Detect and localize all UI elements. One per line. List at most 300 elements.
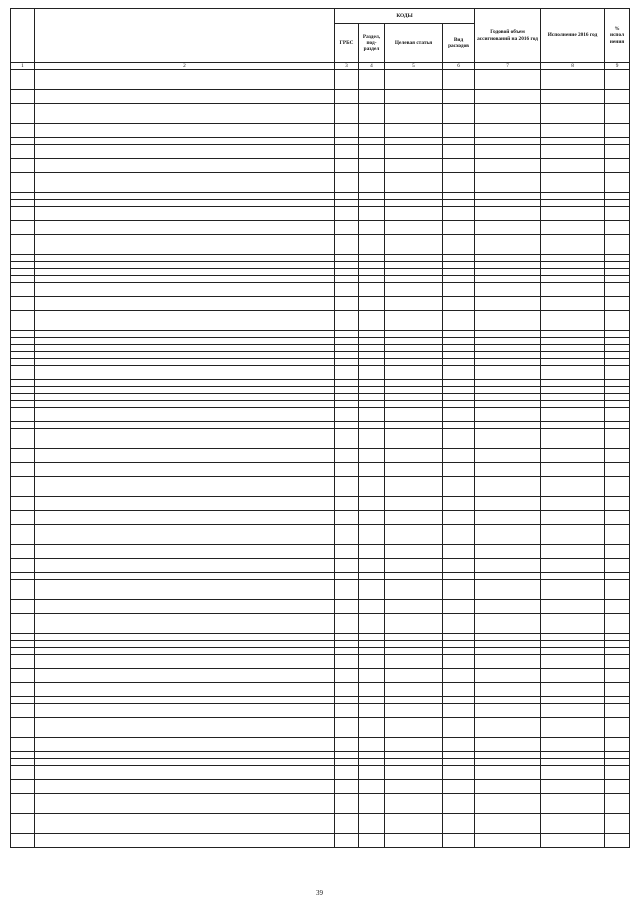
table-cell <box>605 173 630 193</box>
table-cell <box>359 614 385 634</box>
table-cell <box>443 408 475 422</box>
table-cell <box>443 159 475 173</box>
table-cell <box>385 173 443 193</box>
table-cell <box>385 766 443 780</box>
table-cell <box>541 545 605 559</box>
table-row <box>11 573 630 580</box>
table-cell <box>605 297 630 311</box>
table-cell <box>35 331 335 338</box>
table-cell <box>605 408 630 422</box>
table-cell <box>541 449 605 463</box>
table-cell <box>385 634 443 641</box>
table-cell <box>475 311 541 331</box>
table-cell <box>605 262 630 269</box>
table-row <box>11 794 630 814</box>
table-cell <box>605 331 630 338</box>
table-cell <box>541 463 605 477</box>
table-cell <box>335 511 359 525</box>
table-row <box>11 207 630 221</box>
table-cell <box>335 124 359 138</box>
table-cell <box>385 262 443 269</box>
table-cell <box>335 648 359 655</box>
table-cell <box>335 387 359 394</box>
table-row <box>11 297 630 311</box>
table-cell <box>541 511 605 525</box>
table-cell <box>385 235 443 255</box>
table-cell <box>605 255 630 262</box>
table-cell <box>541 718 605 738</box>
table-cell <box>359 145 385 159</box>
table-cell <box>541 600 605 614</box>
table-cell <box>541 311 605 331</box>
table-cell <box>11 559 35 573</box>
table-cell <box>11 262 35 269</box>
table-cell <box>443 759 475 766</box>
table-cell <box>359 545 385 559</box>
table-cell <box>385 648 443 655</box>
table-cell <box>605 497 630 511</box>
table-cell <box>359 655 385 669</box>
table-cell <box>359 338 385 345</box>
table-cell <box>11 759 35 766</box>
table-cell <box>385 559 443 573</box>
table-row <box>11 422 630 429</box>
table-cell <box>359 463 385 477</box>
table-cell <box>443 255 475 262</box>
table-cell <box>35 283 335 297</box>
table-cell <box>35 401 335 408</box>
table-cell <box>35 704 335 718</box>
table-cell <box>605 193 630 200</box>
table-cell <box>335 352 359 359</box>
table-cell <box>359 359 385 366</box>
table-cell <box>11 704 35 718</box>
table-cell <box>11 235 35 255</box>
table-cell <box>541 90 605 104</box>
table-cell <box>475 394 541 401</box>
table-cell <box>35 380 335 387</box>
table-cell <box>605 766 630 780</box>
table-cell <box>605 580 630 600</box>
table-cell <box>605 104 630 124</box>
table-cell <box>35 525 335 545</box>
table-cell <box>359 394 385 401</box>
table-cell <box>385 580 443 600</box>
table-cell <box>35 477 335 497</box>
table-cell <box>11 394 35 401</box>
table-cell <box>359 200 385 207</box>
table-cell <box>335 159 359 173</box>
table-cell <box>385 352 443 359</box>
table-cell <box>605 641 630 648</box>
table-cell <box>475 580 541 600</box>
table-cell <box>443 262 475 269</box>
table-cell <box>11 794 35 814</box>
table-cell <box>475 648 541 655</box>
table-cell <box>443 359 475 366</box>
table-cell <box>443 559 475 573</box>
table-cell <box>35 759 335 766</box>
table-cell <box>359 429 385 449</box>
colnum-3: 3 <box>335 63 359 70</box>
table-cell <box>11 408 35 422</box>
table-cell <box>605 511 630 525</box>
table-row <box>11 545 630 559</box>
table-cell <box>35 766 335 780</box>
table-cell <box>541 366 605 380</box>
table-cell <box>359 834 385 848</box>
table-cell <box>541 193 605 200</box>
table-cell <box>443 648 475 655</box>
table-row <box>11 366 630 380</box>
table-cell <box>443 352 475 359</box>
table-cell <box>475 193 541 200</box>
table-cell <box>359 573 385 580</box>
table-cell <box>385 124 443 138</box>
table-cell <box>359 752 385 759</box>
table-cell <box>475 422 541 429</box>
table-cell <box>11 648 35 655</box>
table-cell <box>11 422 35 429</box>
table-cell <box>11 173 35 193</box>
table-cell <box>359 104 385 124</box>
table-row <box>11 269 630 276</box>
table-row <box>11 766 630 780</box>
table-cell <box>541 387 605 394</box>
table-cell <box>541 173 605 193</box>
table-cell <box>335 297 359 311</box>
table-cell <box>359 704 385 718</box>
table-cell <box>359 269 385 276</box>
table-row <box>11 525 630 545</box>
table-cell <box>541 738 605 752</box>
table-cell <box>541 283 605 297</box>
table-cell <box>35 545 335 559</box>
table-cell <box>35 104 335 124</box>
table-cell <box>605 600 630 614</box>
table-cell <box>443 683 475 697</box>
table-row <box>11 276 630 283</box>
table-cell <box>541 138 605 145</box>
table-cell <box>605 683 630 697</box>
table-cell <box>359 422 385 429</box>
table-row <box>11 359 630 366</box>
table-cell <box>541 401 605 408</box>
table-cell <box>35 262 335 269</box>
table-cell <box>35 345 335 352</box>
table-cell <box>475 345 541 352</box>
table-cell <box>11 138 35 145</box>
table-cell <box>605 359 630 366</box>
table-cell <box>35 497 335 511</box>
table-cell <box>605 394 630 401</box>
table-cell <box>475 235 541 255</box>
table-cell <box>11 511 35 525</box>
table-cell <box>385 477 443 497</box>
table-cell <box>605 738 630 752</box>
table-cell <box>335 641 359 648</box>
table-cell <box>443 511 475 525</box>
table-cell <box>475 359 541 366</box>
table-row <box>11 124 630 138</box>
table-cell <box>11 297 35 311</box>
table-cell <box>605 794 630 814</box>
table-row <box>11 655 630 669</box>
table-cell <box>443 90 475 104</box>
table-cell <box>475 173 541 193</box>
table-cell <box>443 449 475 463</box>
table-cell <box>359 70 385 90</box>
table-cell <box>541 780 605 794</box>
table-cell <box>359 193 385 200</box>
table-row <box>11 235 630 255</box>
table-cell <box>385 338 443 345</box>
table-cell <box>605 422 630 429</box>
table-cell <box>385 641 443 648</box>
table-cell <box>11 669 35 683</box>
table-cell <box>359 221 385 235</box>
table-cell <box>605 90 630 104</box>
table-cell <box>385 752 443 759</box>
table-cell <box>541 200 605 207</box>
table-cell <box>475 449 541 463</box>
table-cell <box>443 200 475 207</box>
table-cell <box>11 159 35 173</box>
table-cell <box>359 331 385 338</box>
table-cell <box>335 359 359 366</box>
table-cell <box>541 766 605 780</box>
table-cell <box>475 641 541 648</box>
table-cell <box>475 276 541 283</box>
table-cell <box>335 580 359 600</box>
table-cell <box>443 193 475 200</box>
table-cell <box>359 235 385 255</box>
table-cell <box>475 477 541 497</box>
table-cell <box>541 559 605 573</box>
table-cell <box>541 276 605 283</box>
table-cell <box>443 276 475 283</box>
table-row <box>11 401 630 408</box>
table-cell <box>605 834 630 848</box>
table-cell <box>605 345 630 352</box>
table-cell <box>335 394 359 401</box>
table-cell <box>475 752 541 759</box>
header-target: Целевая статья <box>385 24 443 63</box>
table-cell <box>11 200 35 207</box>
table-cell <box>35 780 335 794</box>
table-cell <box>35 422 335 429</box>
table-cell <box>475 207 541 221</box>
table-cell <box>443 834 475 848</box>
table-cell <box>35 235 335 255</box>
table-cell <box>11 780 35 794</box>
table-row <box>11 331 630 338</box>
table-cell <box>335 200 359 207</box>
table-cell <box>335 235 359 255</box>
table-row <box>11 697 630 704</box>
table-cell <box>335 90 359 104</box>
table-cell <box>335 331 359 338</box>
table-cell <box>385 759 443 766</box>
table-row <box>11 159 630 173</box>
table-cell <box>11 766 35 780</box>
table-cell <box>335 193 359 200</box>
header-grbs: ГРБС <box>335 24 359 63</box>
table-cell <box>35 207 335 221</box>
table-cell <box>605 463 630 477</box>
table-row <box>11 497 630 511</box>
table-cell <box>541 159 605 173</box>
table-cell <box>541 648 605 655</box>
table-row <box>11 648 630 655</box>
table-cell <box>443 70 475 90</box>
table-row <box>11 345 630 352</box>
table-cell <box>541 359 605 366</box>
table-cell <box>11 477 35 497</box>
table-cell <box>475 145 541 159</box>
table-cell <box>11 276 35 283</box>
table-cell <box>11 145 35 159</box>
table-cell <box>335 669 359 683</box>
document-sheet <box>10 8 629 882</box>
table-cell <box>335 573 359 580</box>
table-cell <box>11 207 35 221</box>
table-cell <box>443 138 475 145</box>
table-cell <box>359 255 385 262</box>
table-cell <box>359 276 385 283</box>
table-cell <box>443 221 475 235</box>
table-cell <box>359 697 385 704</box>
table-cell <box>475 138 541 145</box>
table-cell <box>541 641 605 648</box>
table-cell <box>443 331 475 338</box>
table-cell <box>475 683 541 697</box>
table-cell <box>11 269 35 276</box>
table-cell <box>385 138 443 145</box>
table-cell <box>359 794 385 814</box>
header-exp-type: Вид расходов <box>443 24 475 63</box>
table-cell <box>35 463 335 477</box>
table-cell <box>605 269 630 276</box>
table-cell <box>443 697 475 704</box>
table-cell <box>541 697 605 704</box>
table-cell <box>11 614 35 634</box>
table-cell <box>475 124 541 138</box>
table-cell <box>359 641 385 648</box>
table-cell <box>385 655 443 669</box>
table-cell <box>11 221 35 235</box>
table-cell <box>475 545 541 559</box>
table-cell <box>443 345 475 352</box>
table-cell <box>335 718 359 738</box>
table-cell <box>541 422 605 429</box>
table-cell <box>385 408 443 422</box>
table-row <box>11 738 630 752</box>
table-cell <box>443 207 475 221</box>
table-row <box>11 704 630 718</box>
table-cell <box>11 600 35 614</box>
table-cell <box>475 718 541 738</box>
table-cell <box>385 221 443 235</box>
table-cell <box>475 704 541 718</box>
table-cell <box>443 766 475 780</box>
table-cell <box>385 683 443 697</box>
table-body <box>11 70 630 848</box>
table-cell <box>385 422 443 429</box>
table-cell <box>475 269 541 276</box>
table-row <box>11 221 630 235</box>
table-cell <box>385 90 443 104</box>
table-cell <box>35 834 335 848</box>
table-row <box>11 394 630 401</box>
table-cell <box>443 463 475 477</box>
table-cell <box>335 138 359 145</box>
table-row <box>11 634 630 641</box>
table-cell <box>443 814 475 834</box>
table-cell <box>359 311 385 331</box>
budget-table <box>10 8 630 848</box>
table-cell <box>605 159 630 173</box>
table-cell <box>359 648 385 655</box>
table-cell <box>359 352 385 359</box>
table-cell <box>443 641 475 648</box>
table-cell <box>359 669 385 683</box>
table-row <box>11 683 630 697</box>
table-cell <box>443 401 475 408</box>
table-cell <box>335 380 359 387</box>
table-cell <box>335 207 359 221</box>
table-cell <box>443 704 475 718</box>
table-cell <box>443 573 475 580</box>
table-cell <box>541 704 605 718</box>
table-cell <box>11 545 35 559</box>
table-cell <box>385 463 443 477</box>
table-cell <box>35 449 335 463</box>
table-cell <box>443 124 475 138</box>
table-cell <box>605 559 630 573</box>
table-cell <box>541 380 605 387</box>
table-cell <box>475 511 541 525</box>
table-row <box>11 641 630 648</box>
table-cell <box>11 697 35 704</box>
table-cell <box>605 276 630 283</box>
table-row <box>11 580 630 600</box>
table-cell <box>35 173 335 193</box>
table-row <box>11 511 630 525</box>
table-cell <box>359 297 385 311</box>
table-cell <box>11 90 35 104</box>
table-cell <box>35 408 335 422</box>
table-cell <box>335 145 359 159</box>
table-cell <box>11 738 35 752</box>
table-cell <box>335 559 359 573</box>
table-row <box>11 780 630 794</box>
table-cell <box>385 394 443 401</box>
table-cell <box>35 297 335 311</box>
table-cell <box>605 145 630 159</box>
table-cell <box>443 380 475 387</box>
table-cell <box>335 683 359 697</box>
table-cell <box>35 352 335 359</box>
table-cell <box>359 138 385 145</box>
table-row <box>11 173 630 193</box>
table-row <box>11 138 630 145</box>
table-cell <box>11 641 35 648</box>
table-cell <box>35 124 335 138</box>
table-cell <box>335 401 359 408</box>
table-cell <box>605 655 630 669</box>
table-cell <box>475 614 541 634</box>
